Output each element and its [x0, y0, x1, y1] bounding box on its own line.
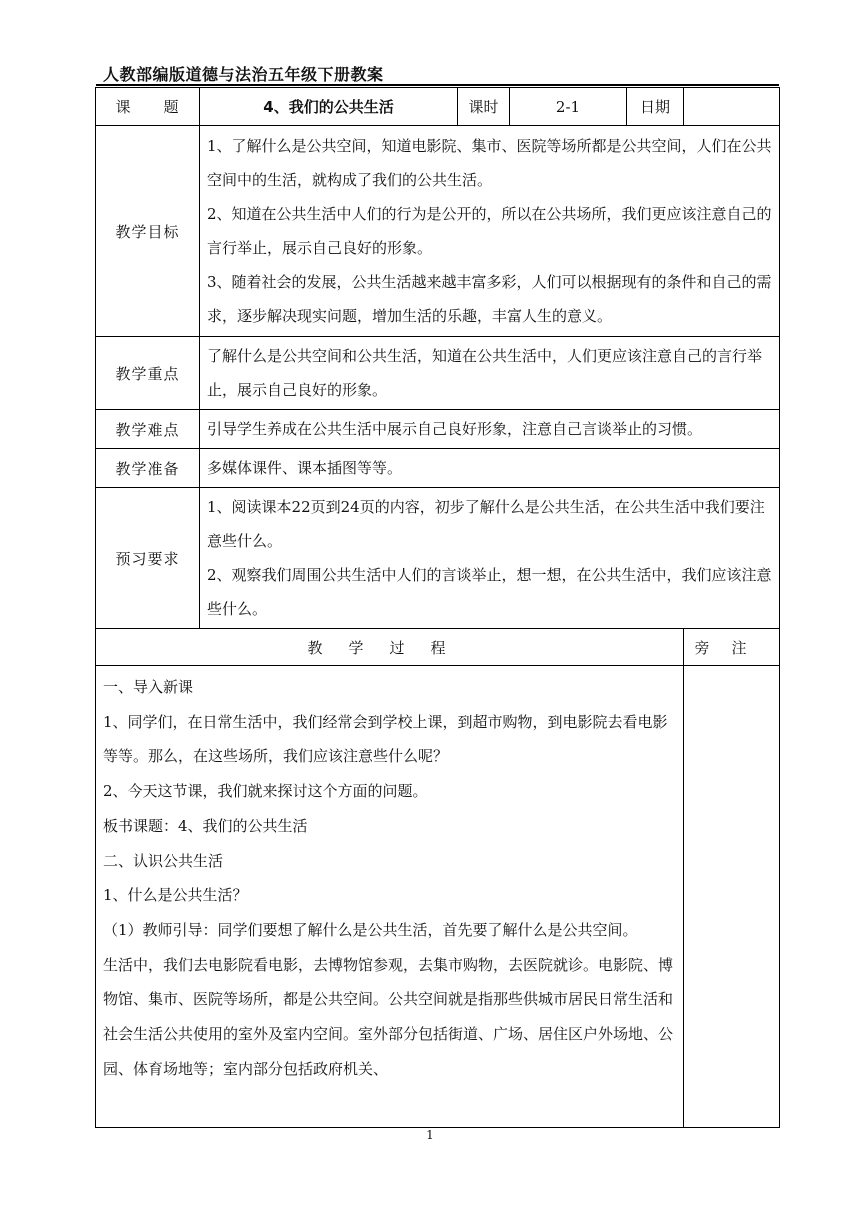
process-line: 一、导入新课 [103, 678, 194, 696]
preview-content [200, 488, 780, 629]
preview-label: 预习要求 [96, 488, 200, 629]
difficulties-label: 教学难点 [96, 410, 200, 449]
preparation-content: 多媒体课件、课本插图等等。 [200, 449, 780, 488]
page-number: 1 [426, 1128, 434, 1142]
process-content [96, 666, 684, 1128]
process-line: 板书课题：4、我们的公共生活 [103, 816, 308, 835]
process-header-row [96, 629, 780, 666]
process-body-row [96, 666, 780, 1128]
objective-item: 3、随着社会的发展，公共生活越来越丰富多彩，人们可以根据现有的条件和自己的需求，逐步解决现实问题，增加生活的乐趣，丰富人生的意义。 [207, 273, 772, 325]
period-label: 课时 [458, 88, 510, 126]
date-label: 日期 [627, 88, 684, 126]
topic-value: 4、我们的公共生活 [200, 88, 458, 126]
key-points-row [96, 337, 780, 410]
objectives-row [96, 126, 780, 337]
topic-row [96, 88, 780, 126]
lesson-plan-table [95, 87, 780, 1128]
topic-label: 课 题 [96, 88, 200, 126]
objectives-label: 教学目标 [96, 126, 200, 337]
difficulties-row [96, 410, 780, 449]
preview-item: 2、观察我们周围公共生活中人们的言谈举止，想一想，在公共生活中，我们应该注意些什么。 [207, 566, 772, 618]
process-line: 二、认识公共生活 [103, 851, 224, 870]
objective-item: 2、知道在公共生活中人们的行为是公开的，所以在公共场所，我们更应该注意自己的言行举止，展示自己良好的形象。 [207, 205, 772, 257]
preview-row [96, 488, 780, 629]
preparation-label: 教学准备 [96, 449, 200, 488]
objective-item: 1、了解什么是公共空间，知道电影院、集市、医院等场所都是公共空间，人们在公共空间中的生活，就构成了我们的公共生活。 [207, 137, 772, 189]
process-line: （1）教师引导：同学们要想了解什么是公共生活，首先要了解什么是公共空间。 [103, 920, 638, 939]
difficulties-content: 引导学生养成在公共生活中展示自己良好形象，注意自己言谈举止的习惯。 [200, 410, 780, 449]
process-line: 生活中，我们去电影院看电影，去博物馆参观，去集市购物，去医院就诊。电影院、博物馆、集市、医院等场所，都是公共空间。公共空间就是指那些供城市居民日常生活和社会生活公共使用的室外及室内空间。室外部分包括街道、广场、居住区户外场地、公园、体育场地等；室内部分包括政府机关、 [103, 955, 674, 1078]
header-rule [96, 84, 779, 86]
notes-heading: 旁注 [684, 629, 780, 666]
preparation-row [96, 449, 780, 488]
process-line: 1、同学们，在日常生活中，我们经常会到学校上课，到超市购物，到电影院去看电影等等。那么，在这些场所，我们应该注意些什么呢？ [103, 712, 668, 766]
objectives-content [200, 126, 780, 337]
preview-item: 1、阅读课本22页到24页的内容，初步了解什么是公共生活，在公共生活中我们要注意些什么。 [207, 498, 765, 550]
process-heading: 教学过程 [96, 629, 684, 666]
document-header: 人教部编版道德与法治五年级下册教案 [103, 65, 384, 84]
process-line: 1、什么是公共生活？ [103, 886, 248, 905]
date-value [684, 88, 780, 126]
period-value: 2-1 [510, 88, 627, 126]
process-line: 2、今天这节课，我们就来探讨这个方面的问题。 [103, 782, 428, 801]
notes-content [684, 666, 780, 1128]
key-points-label: 教学重点 [96, 337, 200, 410]
key-points-content: 了解什么是公共空间和公共生活，知道在公共生活中，人们更应该注意自己的言行举止，展示自己良好的形象。 [200, 337, 780, 410]
